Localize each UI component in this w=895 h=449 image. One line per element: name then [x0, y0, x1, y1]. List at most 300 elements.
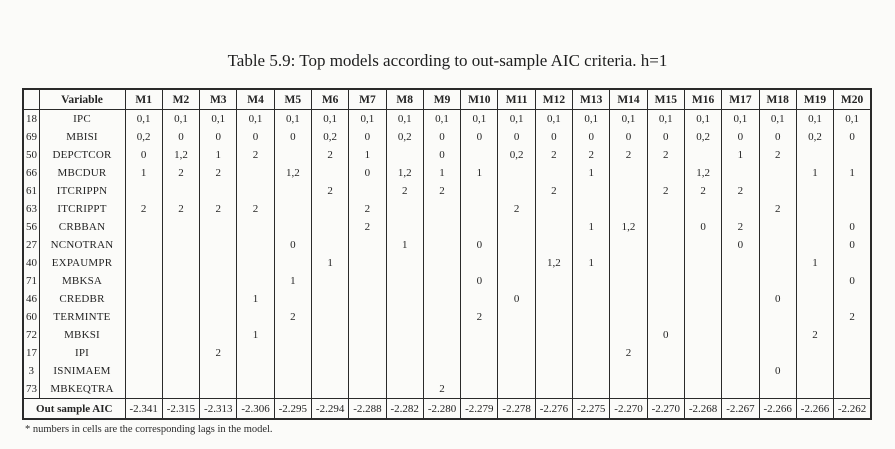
lag-cell: [834, 326, 871, 344]
aic-value: -2.315: [162, 399, 199, 420]
lag-cell: [722, 272, 759, 290]
lag-cell: 2: [684, 182, 721, 200]
aic-value: -2.270: [647, 399, 684, 420]
lag-cell: [386, 290, 423, 308]
model-header: M6: [311, 89, 348, 110]
aic-value: -2.266: [796, 399, 833, 420]
model-header: M20: [834, 89, 871, 110]
model-header: M4: [237, 89, 274, 110]
lag-cell: 1: [349, 146, 386, 164]
lag-cell: [461, 380, 498, 399]
lag-cell: 0,1: [759, 110, 796, 129]
lag-cell: 0: [722, 128, 759, 146]
lag-cell: 2: [386, 182, 423, 200]
lag-cell: 2: [423, 182, 460, 200]
model-header: M3: [200, 89, 237, 110]
lag-cell: [535, 380, 572, 399]
lag-cell: [796, 344, 833, 362]
lag-cell: [162, 236, 199, 254]
lag-cell: [722, 344, 759, 362]
lag-cell: 1,2: [162, 146, 199, 164]
lag-cell: [834, 362, 871, 380]
out-sample-aic-row: [23, 399, 871, 420]
model-header: M10: [461, 89, 498, 110]
lag-cell: 1: [274, 272, 311, 290]
lag-cell: [647, 236, 684, 254]
lag-cell: 0,1: [162, 110, 199, 129]
model-header: M16: [684, 89, 721, 110]
lag-cell: [386, 254, 423, 272]
model-header: M5: [274, 89, 311, 110]
lag-cell: [274, 326, 311, 344]
lag-cell: 0,1: [573, 110, 610, 129]
out-sample-aic-label: Out sample AIC: [23, 399, 125, 420]
lag-cell: [535, 344, 572, 362]
lag-cell: 2: [423, 380, 460, 399]
lag-cell: [684, 146, 721, 164]
lag-cell: [759, 344, 796, 362]
lag-cell: [647, 308, 684, 326]
lag-cell: [647, 218, 684, 236]
lag-cell: [498, 344, 535, 362]
lag-cell: 1: [423, 164, 460, 182]
table-row: [23, 182, 871, 200]
lag-cell: [647, 380, 684, 399]
model-header: M13: [573, 89, 610, 110]
lag-cell: [162, 272, 199, 290]
variable-name: CREDBR: [39, 290, 125, 308]
lag-cell: [274, 362, 311, 380]
variable-name: EXPAUMPR: [39, 254, 125, 272]
lag-cell: [237, 362, 274, 380]
lag-cell: [311, 200, 348, 218]
lag-cell: [684, 326, 721, 344]
lag-cell: [200, 218, 237, 236]
lag-cell: [610, 326, 647, 344]
lag-cell: [311, 362, 348, 380]
lag-cell: [162, 308, 199, 326]
lag-cell: [684, 344, 721, 362]
lag-cell: [535, 218, 572, 236]
lag-cell: 0: [162, 128, 199, 146]
aic-value: -2.280: [423, 399, 460, 420]
lag-cell: [573, 290, 610, 308]
lag-cell: 0,1: [349, 110, 386, 129]
lag-cell: 0,2: [684, 128, 721, 146]
lag-cell: 0: [834, 128, 871, 146]
aic-value: -2.276: [535, 399, 572, 420]
lag-cell: 0: [834, 236, 871, 254]
lag-cell: [722, 362, 759, 380]
lag-cell: [162, 182, 199, 200]
variable-name: IPC: [39, 110, 125, 129]
lag-cell: 2: [461, 308, 498, 326]
lag-cell: [200, 362, 237, 380]
lag-cell: [647, 272, 684, 290]
lag-cell: [796, 200, 833, 218]
lag-cell: [200, 182, 237, 200]
variable-id: 69: [23, 128, 39, 146]
table-row: [23, 218, 871, 236]
lag-cell: [647, 344, 684, 362]
model-header: M7: [349, 89, 386, 110]
variable-id: 56: [23, 218, 39, 236]
lag-cell: [274, 344, 311, 362]
lag-cell: [759, 308, 796, 326]
lag-cell: [386, 380, 423, 399]
lag-cell: 2: [162, 200, 199, 218]
lag-cell: [796, 308, 833, 326]
lag-cell: [125, 380, 162, 399]
model-header: M2: [162, 89, 199, 110]
lag-cell: [535, 290, 572, 308]
lag-cell: [125, 254, 162, 272]
lag-cell: [311, 344, 348, 362]
lag-cell: 0: [237, 128, 274, 146]
lag-cell: [274, 182, 311, 200]
lag-cell: [274, 200, 311, 218]
lag-cell: [349, 182, 386, 200]
lag-cell: [349, 308, 386, 326]
lag-cell: 2: [535, 146, 572, 164]
lag-cell: [573, 380, 610, 399]
variable-id: 40: [23, 254, 39, 272]
lag-cell: 0: [759, 362, 796, 380]
lag-cell: [684, 200, 721, 218]
lag-cell: [498, 218, 535, 236]
lag-cell: [722, 290, 759, 308]
lag-cell: 0,2: [125, 128, 162, 146]
lag-cell: [498, 182, 535, 200]
lag-cell: 2: [722, 218, 759, 236]
lag-cell: 0: [498, 290, 535, 308]
variable-id: 71: [23, 272, 39, 290]
aic-value: -2.306: [237, 399, 274, 420]
lag-cell: [461, 218, 498, 236]
lag-cell: [311, 236, 348, 254]
model-header: M17: [722, 89, 759, 110]
lag-cell: [722, 254, 759, 272]
lag-cell: 0,1: [834, 110, 871, 129]
aic-table: [22, 88, 872, 420]
lag-cell: [722, 200, 759, 218]
lag-cell: 2: [162, 164, 199, 182]
lag-cell: 0,2: [311, 128, 348, 146]
lag-cell: [834, 200, 871, 218]
lag-cell: [274, 218, 311, 236]
lag-cell: [349, 380, 386, 399]
variable-id: 72: [23, 326, 39, 344]
variable-id: 60: [23, 308, 39, 326]
lag-cell: [722, 308, 759, 326]
variable-name: DEPCTCOR: [39, 146, 125, 164]
variable-name: MBKSA: [39, 272, 125, 290]
lag-cell: [349, 272, 386, 290]
lag-cell: [722, 164, 759, 182]
variable-id: 61: [23, 182, 39, 200]
lag-cell: [237, 254, 274, 272]
lag-cell: 0: [722, 236, 759, 254]
lag-cell: [647, 290, 684, 308]
variable-id: 18: [23, 110, 39, 129]
table-row: [23, 290, 871, 308]
variable-name: TERMINTE: [39, 308, 125, 326]
lag-cell: 1: [573, 218, 610, 236]
lag-cell: [237, 182, 274, 200]
lag-cell: [573, 182, 610, 200]
lag-cell: 1: [573, 254, 610, 272]
lag-cell: [237, 218, 274, 236]
lag-cell: 1: [125, 164, 162, 182]
aic-value: -2.268: [684, 399, 721, 420]
lag-cell: 0,1: [311, 110, 348, 129]
lag-cell: [461, 146, 498, 164]
lag-cell: 0: [200, 128, 237, 146]
lag-cell: [796, 380, 833, 399]
aic-value: -2.279: [461, 399, 498, 420]
lag-cell: [125, 362, 162, 380]
lag-cell: [610, 254, 647, 272]
lag-cell: [834, 380, 871, 399]
lag-cell: [349, 236, 386, 254]
lag-cell: 1: [237, 326, 274, 344]
lag-cell: [647, 254, 684, 272]
lag-cell: 0: [834, 272, 871, 290]
lag-cell: [796, 236, 833, 254]
aic-value: -2.294: [311, 399, 348, 420]
lag-cell: [573, 308, 610, 326]
lag-cell: [386, 272, 423, 290]
model-header: M15: [647, 89, 684, 110]
header-row: [23, 89, 871, 110]
variable-name: ITCRIPPT: [39, 200, 125, 218]
model-header: M1: [125, 89, 162, 110]
aic-value: -2.275: [573, 399, 610, 420]
lag-cell: [759, 254, 796, 272]
lag-cell: [834, 254, 871, 272]
variable-name: MBISI: [39, 128, 125, 146]
lag-cell: 1: [722, 146, 759, 164]
variable-name: ITCRIPPN: [39, 182, 125, 200]
lag-cell: [573, 236, 610, 254]
lag-cell: [311, 380, 348, 399]
lag-cell: [125, 218, 162, 236]
lag-cell: 0: [349, 164, 386, 182]
lag-cell: [200, 254, 237, 272]
lag-cell: 1: [311, 254, 348, 272]
lag-cell: 0: [759, 290, 796, 308]
lag-cell: [200, 308, 237, 326]
lag-cell: 2: [573, 146, 610, 164]
lag-cell: [796, 218, 833, 236]
table-row: [23, 164, 871, 182]
aic-value: -2.266: [759, 399, 796, 420]
lag-cell: [125, 236, 162, 254]
aic-value: -2.262: [834, 399, 871, 420]
lag-cell: 0: [535, 128, 572, 146]
table-row: [23, 326, 871, 344]
lag-cell: [237, 344, 274, 362]
variable-id: 66: [23, 164, 39, 182]
lag-cell: [461, 326, 498, 344]
lag-cell: 0,1: [722, 110, 759, 129]
lag-cell: [274, 380, 311, 399]
lag-cell: 0,2: [386, 128, 423, 146]
lag-cell: [535, 164, 572, 182]
lag-cell: [349, 254, 386, 272]
lag-cell: [237, 164, 274, 182]
lag-cell: 2: [796, 326, 833, 344]
aic-value: -2.282: [386, 399, 423, 420]
lag-cell: 2: [200, 200, 237, 218]
lag-cell: [125, 272, 162, 290]
lag-cell: 0,1: [535, 110, 572, 129]
lag-cell: [200, 290, 237, 308]
lag-cell: [573, 200, 610, 218]
lag-cell: [834, 182, 871, 200]
table-row: [23, 380, 871, 399]
lag-cell: [647, 200, 684, 218]
lag-cell: 2: [759, 200, 796, 218]
lag-cell: [461, 344, 498, 362]
lag-cell: [125, 344, 162, 362]
lag-cell: 0,1: [386, 110, 423, 129]
lag-cell: 1: [237, 290, 274, 308]
table-row: [23, 200, 871, 218]
lag-cell: 2: [759, 146, 796, 164]
lag-cell: [200, 272, 237, 290]
lag-cell: [498, 254, 535, 272]
lag-cell: 2: [274, 308, 311, 326]
lag-cell: [200, 236, 237, 254]
lag-cell: 0: [423, 146, 460, 164]
aic-value: -2.295: [274, 399, 311, 420]
lag-cell: [535, 200, 572, 218]
lag-cell: [349, 362, 386, 380]
lag-cell: [535, 236, 572, 254]
lag-cell: [684, 254, 721, 272]
lag-cell: [535, 326, 572, 344]
lag-cell: [461, 182, 498, 200]
lag-cell: 1: [573, 164, 610, 182]
lag-cell: 0,2: [498, 146, 535, 164]
lag-cell: [125, 308, 162, 326]
aic-value: -2.267: [722, 399, 759, 420]
table-row: [23, 344, 871, 362]
lag-cell: [610, 200, 647, 218]
lag-cell: [573, 326, 610, 344]
lag-cell: 0,1: [237, 110, 274, 129]
aic-value: -2.313: [200, 399, 237, 420]
lag-cell: 0: [759, 128, 796, 146]
variable-id: 50: [23, 146, 39, 164]
aic-value: -2.278: [498, 399, 535, 420]
variable-name: MBKEQTRA: [39, 380, 125, 399]
lag-cell: 0,1: [461, 110, 498, 129]
table-caption: Table 5.9: Top models according to out-sample AIC criteria. h=1: [227, 51, 668, 70]
lag-cell: [162, 344, 199, 362]
lag-cell: 1: [796, 164, 833, 182]
lag-cell: [162, 362, 199, 380]
lag-cell: 0,1: [200, 110, 237, 129]
lag-cell: [237, 308, 274, 326]
lag-cell: [535, 308, 572, 326]
lag-cell: 2: [200, 344, 237, 362]
lag-cell: 0,1: [498, 110, 535, 129]
variable-name: IPI: [39, 344, 125, 362]
lag-cell: [386, 200, 423, 218]
lag-cell: [796, 362, 833, 380]
lag-cell: [162, 218, 199, 236]
lag-cell: 2: [647, 146, 684, 164]
lag-cell: 0: [461, 272, 498, 290]
lag-cell: [125, 182, 162, 200]
table-row: [23, 254, 871, 272]
model-header: M12: [535, 89, 572, 110]
lag-cell: [535, 362, 572, 380]
lag-cell: [386, 344, 423, 362]
lag-cell: [834, 344, 871, 362]
lag-cell: [647, 362, 684, 380]
lag-cell: [162, 380, 199, 399]
lag-cell: [535, 272, 572, 290]
lag-cell: [386, 146, 423, 164]
table-row: [23, 110, 871, 129]
table-row: [23, 308, 871, 326]
lag-cell: [498, 236, 535, 254]
lag-cell: 2: [200, 164, 237, 182]
lag-cell: [237, 380, 274, 399]
lag-cell: [349, 344, 386, 362]
variable-name: MBCDUR: [39, 164, 125, 182]
table-row: [23, 362, 871, 380]
lag-cell: 1: [200, 146, 237, 164]
lag-cell: 0: [610, 128, 647, 146]
lag-cell: [423, 308, 460, 326]
lag-cell: [125, 290, 162, 308]
lag-cell: 0: [498, 128, 535, 146]
lag-cell: [237, 272, 274, 290]
lag-cell: [423, 236, 460, 254]
lag-cell: [162, 326, 199, 344]
lag-cell: 1,2: [535, 254, 572, 272]
lag-cell: [759, 182, 796, 200]
lag-cell: [311, 326, 348, 344]
lag-cell: [386, 218, 423, 236]
lag-cell: [610, 164, 647, 182]
lag-cell: [311, 272, 348, 290]
lag-cell: 2: [237, 200, 274, 218]
aic-value: -2.270: [610, 399, 647, 420]
lag-cell: 2: [647, 182, 684, 200]
model-header: M8: [386, 89, 423, 110]
lag-cell: [684, 362, 721, 380]
lag-cell: 0,2: [796, 128, 833, 146]
lag-cell: [423, 344, 460, 362]
lag-cell: [237, 236, 274, 254]
lag-cell: [610, 236, 647, 254]
lag-cell: 1: [834, 164, 871, 182]
lag-cell: [461, 254, 498, 272]
lag-cell: [349, 290, 386, 308]
variable-name: NCNOTRAN: [39, 236, 125, 254]
lag-cell: 2: [722, 182, 759, 200]
lag-cell: 2: [237, 146, 274, 164]
lag-cell: 1,2: [386, 164, 423, 182]
lag-cell: 0: [349, 128, 386, 146]
lag-cell: 0,1: [125, 110, 162, 129]
variable-id: 17: [23, 344, 39, 362]
